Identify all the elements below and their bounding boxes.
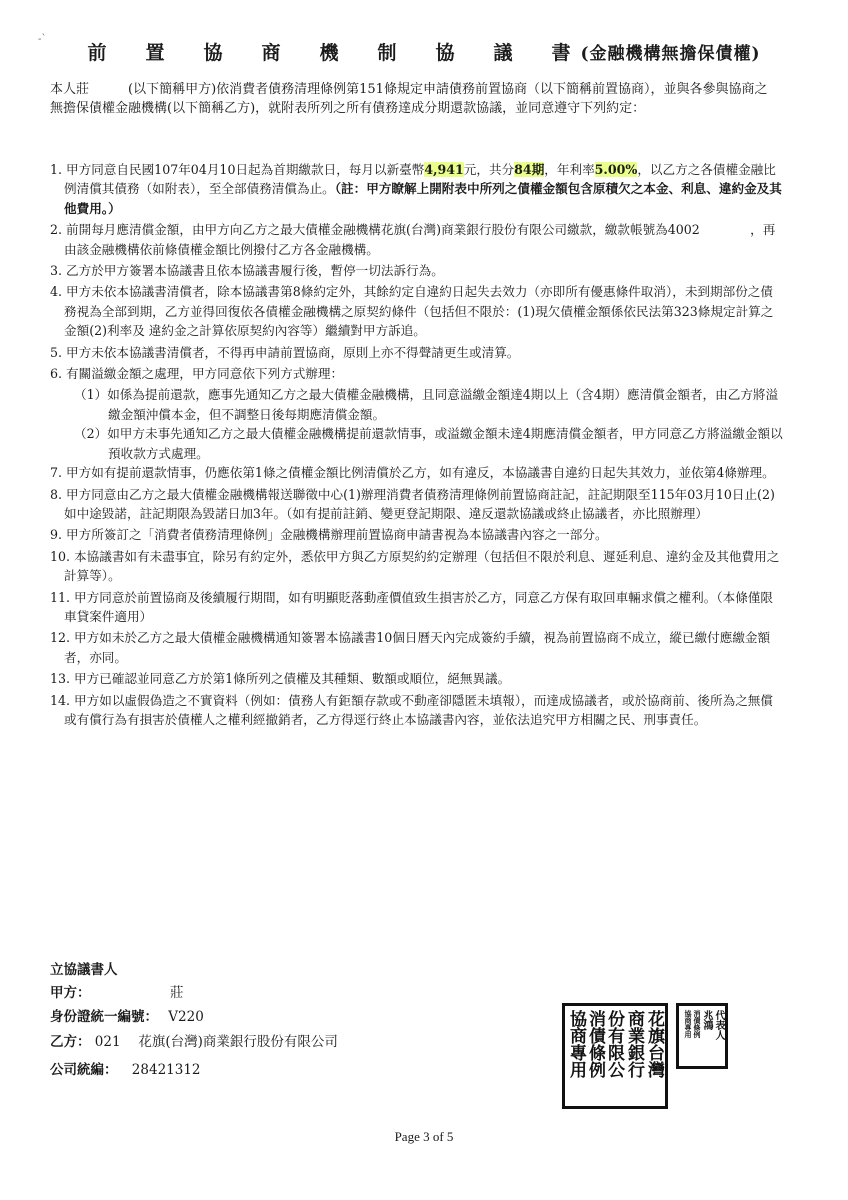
party-b-row <box>50 1030 338 1050</box>
party-a-row <box>50 981 184 1001</box>
clause-3: 3. 乙方於甲方簽署本協議書且依本協議書履行後，暫停一切法訴行為。 <box>50 263 444 279</box>
seal-col-1: 花旗台灣 <box>644 1010 664 1078</box>
tax-value: 28421312 <box>131 1062 201 1078</box>
clause-1-note: （註：甲方瞭解上開附表中所列之債權金額包含原積欠之本金、利息、違約金及其他費用。） <box>64 181 782 216</box>
clause-1 <box>50 160 785 218</box>
title-main: 前 置 協 商 機 制 協 議 書 <box>87 42 581 64</box>
clause-list <box>50 160 785 731</box>
signature-heading: 立協議書人 <box>50 962 118 978</box>
party-b-label: 乙方： <box>50 1034 91 1050</box>
clause-9: 9. 甲方所簽訂之「消費者債務清理條例」金融機構辦理前置協商申請書視為本協議書內容之一部分。 <box>50 527 608 543</box>
interest-rate: 5.00% <box>594 162 638 177</box>
seal-col-2: 商業銀行 <box>624 1010 644 1078</box>
tax-label: 公司統編： <box>50 1062 118 1078</box>
clause-7: 7. 甲方如有提前還款情事，仍應依第1條之債權金額比例清償於乙方，如有違反，本協議書自違約日起失其效力，並依第4條辦理。 <box>50 465 775 481</box>
clause-12: 12. 甲方如未於乙方之最大債權金融機構通知簽署本協議書10個日曆天內完成簽約手續，視為前置協商不成立，縱已繳付應繳金額者，亦同。 <box>50 630 771 665</box>
monthly-amount: 4,941 <box>424 162 464 177</box>
clause-2: 2. 前開每月應清償金額，由甲方向乙方之最大債權金融機構花旗(台灣)商業銀行股份有限公司繳款，繳款帳號為4002 ，再由該金融機構依前條債權金額比例撥付乙方各金融機構。 <box>50 222 776 257</box>
clause-6-item-1: （1）如係為提前還款，應事先通知乙方之最大債權金融機構，且同意溢繳金額達4期以上（含4期）應清償金額者，由乙方將溢繳金額沖償本金，但不調整日後每期應清償金額。 <box>74 387 779 422</box>
seal-col-4: 消債條例 <box>585 1010 605 1078</box>
id-label: 身份證統一編號： <box>50 1009 158 1025</box>
period-count: 84期 <box>514 162 545 177</box>
seal-col-5: 協商專用 <box>566 1010 586 1078</box>
seal2-col-4: 協商專用 <box>684 1010 693 1038</box>
clause-11: 11. 甲方同意於前置協商及後續履行期間，如有明顯貶落動產價值致生損害於乙方，同意乙方保有取回車輛求償之權利。（本條僅限車貸案件適用） <box>50 589 773 624</box>
id-row <box>50 1005 204 1025</box>
scan-mark: -` <box>38 34 47 45</box>
clause-1-text-d: ，以乙方之各債權金融比例清償其債務（如附表），至全部債務清償為止。 <box>64 162 776 197</box>
clause-1-text-b: 元，共分 <box>463 162 515 177</box>
title-subtitle: (金融機構無擔保債權) <box>580 44 761 64</box>
party-a-label: 甲方： <box>50 985 91 1001</box>
document-title <box>0 38 848 65</box>
seal2-col-2: 兆鴻 <box>701 1010 712 1030</box>
clause-10: 10. 本協議書如有未盡事宜，除另有約定外，悉依甲方與乙方原契約約定辦理（包括但不限於利息、遲延利息、違約金及其他費用之計算等）。 <box>50 548 780 584</box>
clause-1-text-a: 1. 甲方同意自民國107年04月10日起為首期繳款日，每月以新臺幣 <box>50 162 425 177</box>
party-a-name: 莊 <box>170 985 184 1001</box>
clause-6: 6. 有關溢繳金額之處理，甲方同意依下列方式辦理： <box>50 366 344 382</box>
intro-paragraph: 本人莊 (以下簡稱甲方)依消費者債務清理條例第151條規定申請債務前置協商（以下簡稱前置協商），並與各參與協商之無擔保債權金融機構(以下簡稱乙方)，就附表所列之所有債務達成分期還款協議，並同意遵守下列約定： <box>50 82 768 116</box>
page-number: Page 3 of 5 <box>394 1129 454 1144</box>
party-b-value: 021 花旗(台灣)商業銀行股份有限公司 <box>94 1034 338 1050</box>
clause-6-item-2: （2）如甲方未事先通知乙方之最大債權金融機構提前還款情事，或溢繳金額未達4期應清償金額者，甲方同意乙方將溢繳金額以預收款方式處理。 <box>74 426 783 461</box>
seal2-col-3: 消債條例 <box>693 1010 702 1038</box>
seal2-col-1: 代表人 <box>713 1010 724 1040</box>
representative-seal-stamp <box>676 1003 728 1069</box>
bank-seal-stamp <box>562 1003 668 1109</box>
clause-5: 5. 甲方未依本協議書清償者，不得再申請前置協商，原則上亦不得聲請更生或清算。 <box>50 344 520 360</box>
clause-1-text-c: ，年利率 <box>544 162 595 177</box>
id-value: V220 <box>168 1009 204 1025</box>
clause-8: 8. 甲方同意由乙方之最大債權金融機構報送聯徵中心(1)辦理消費者債務清理條例前置協商註記，註記期限至115年03月10日止(2)如中途毀諾，註記期限為毀諾日加3年。（如有提前註銷、變更登記期限、違反還款協議或終止協議者，亦比照辦理） <box>50 486 775 521</box>
clause-14: 14. 甲方如以虛假偽造之不實資料（例如：債務人有鉅額存款或不動產卻隱匿未填報），而達成協議者，或於協商前、後所為之無償或有償行為有損害於債權人之權利經撤銷者，乙方得逕行終止本協議書內容，並依法追究甲方相關之民、刑事責任。 <box>50 692 773 727</box>
seal-col-3: 份有限公 <box>604 1010 624 1078</box>
clause-13: 13. 甲方已確認並同意乙方於第1條所列之債權及其種類、數額或順位，絕無異議。 <box>50 671 511 687</box>
clause-4: 4. 甲方未依本協議書清償者，除本協議書第8條約定外，其餘約定自違約日起失去效力（亦即所有優惠條件取消），未到期部份之債務視為全部到期，乙方並得回復依各債權金融機構之原契約條件（包括但不限於：(1)現欠債權金額係依民法第323條規定計算之金額(2)利率及 違約金之計算依原契約內容等）繼續對甲方訴追。 <box>50 284 774 339</box>
tax-row <box>50 1058 201 1078</box>
